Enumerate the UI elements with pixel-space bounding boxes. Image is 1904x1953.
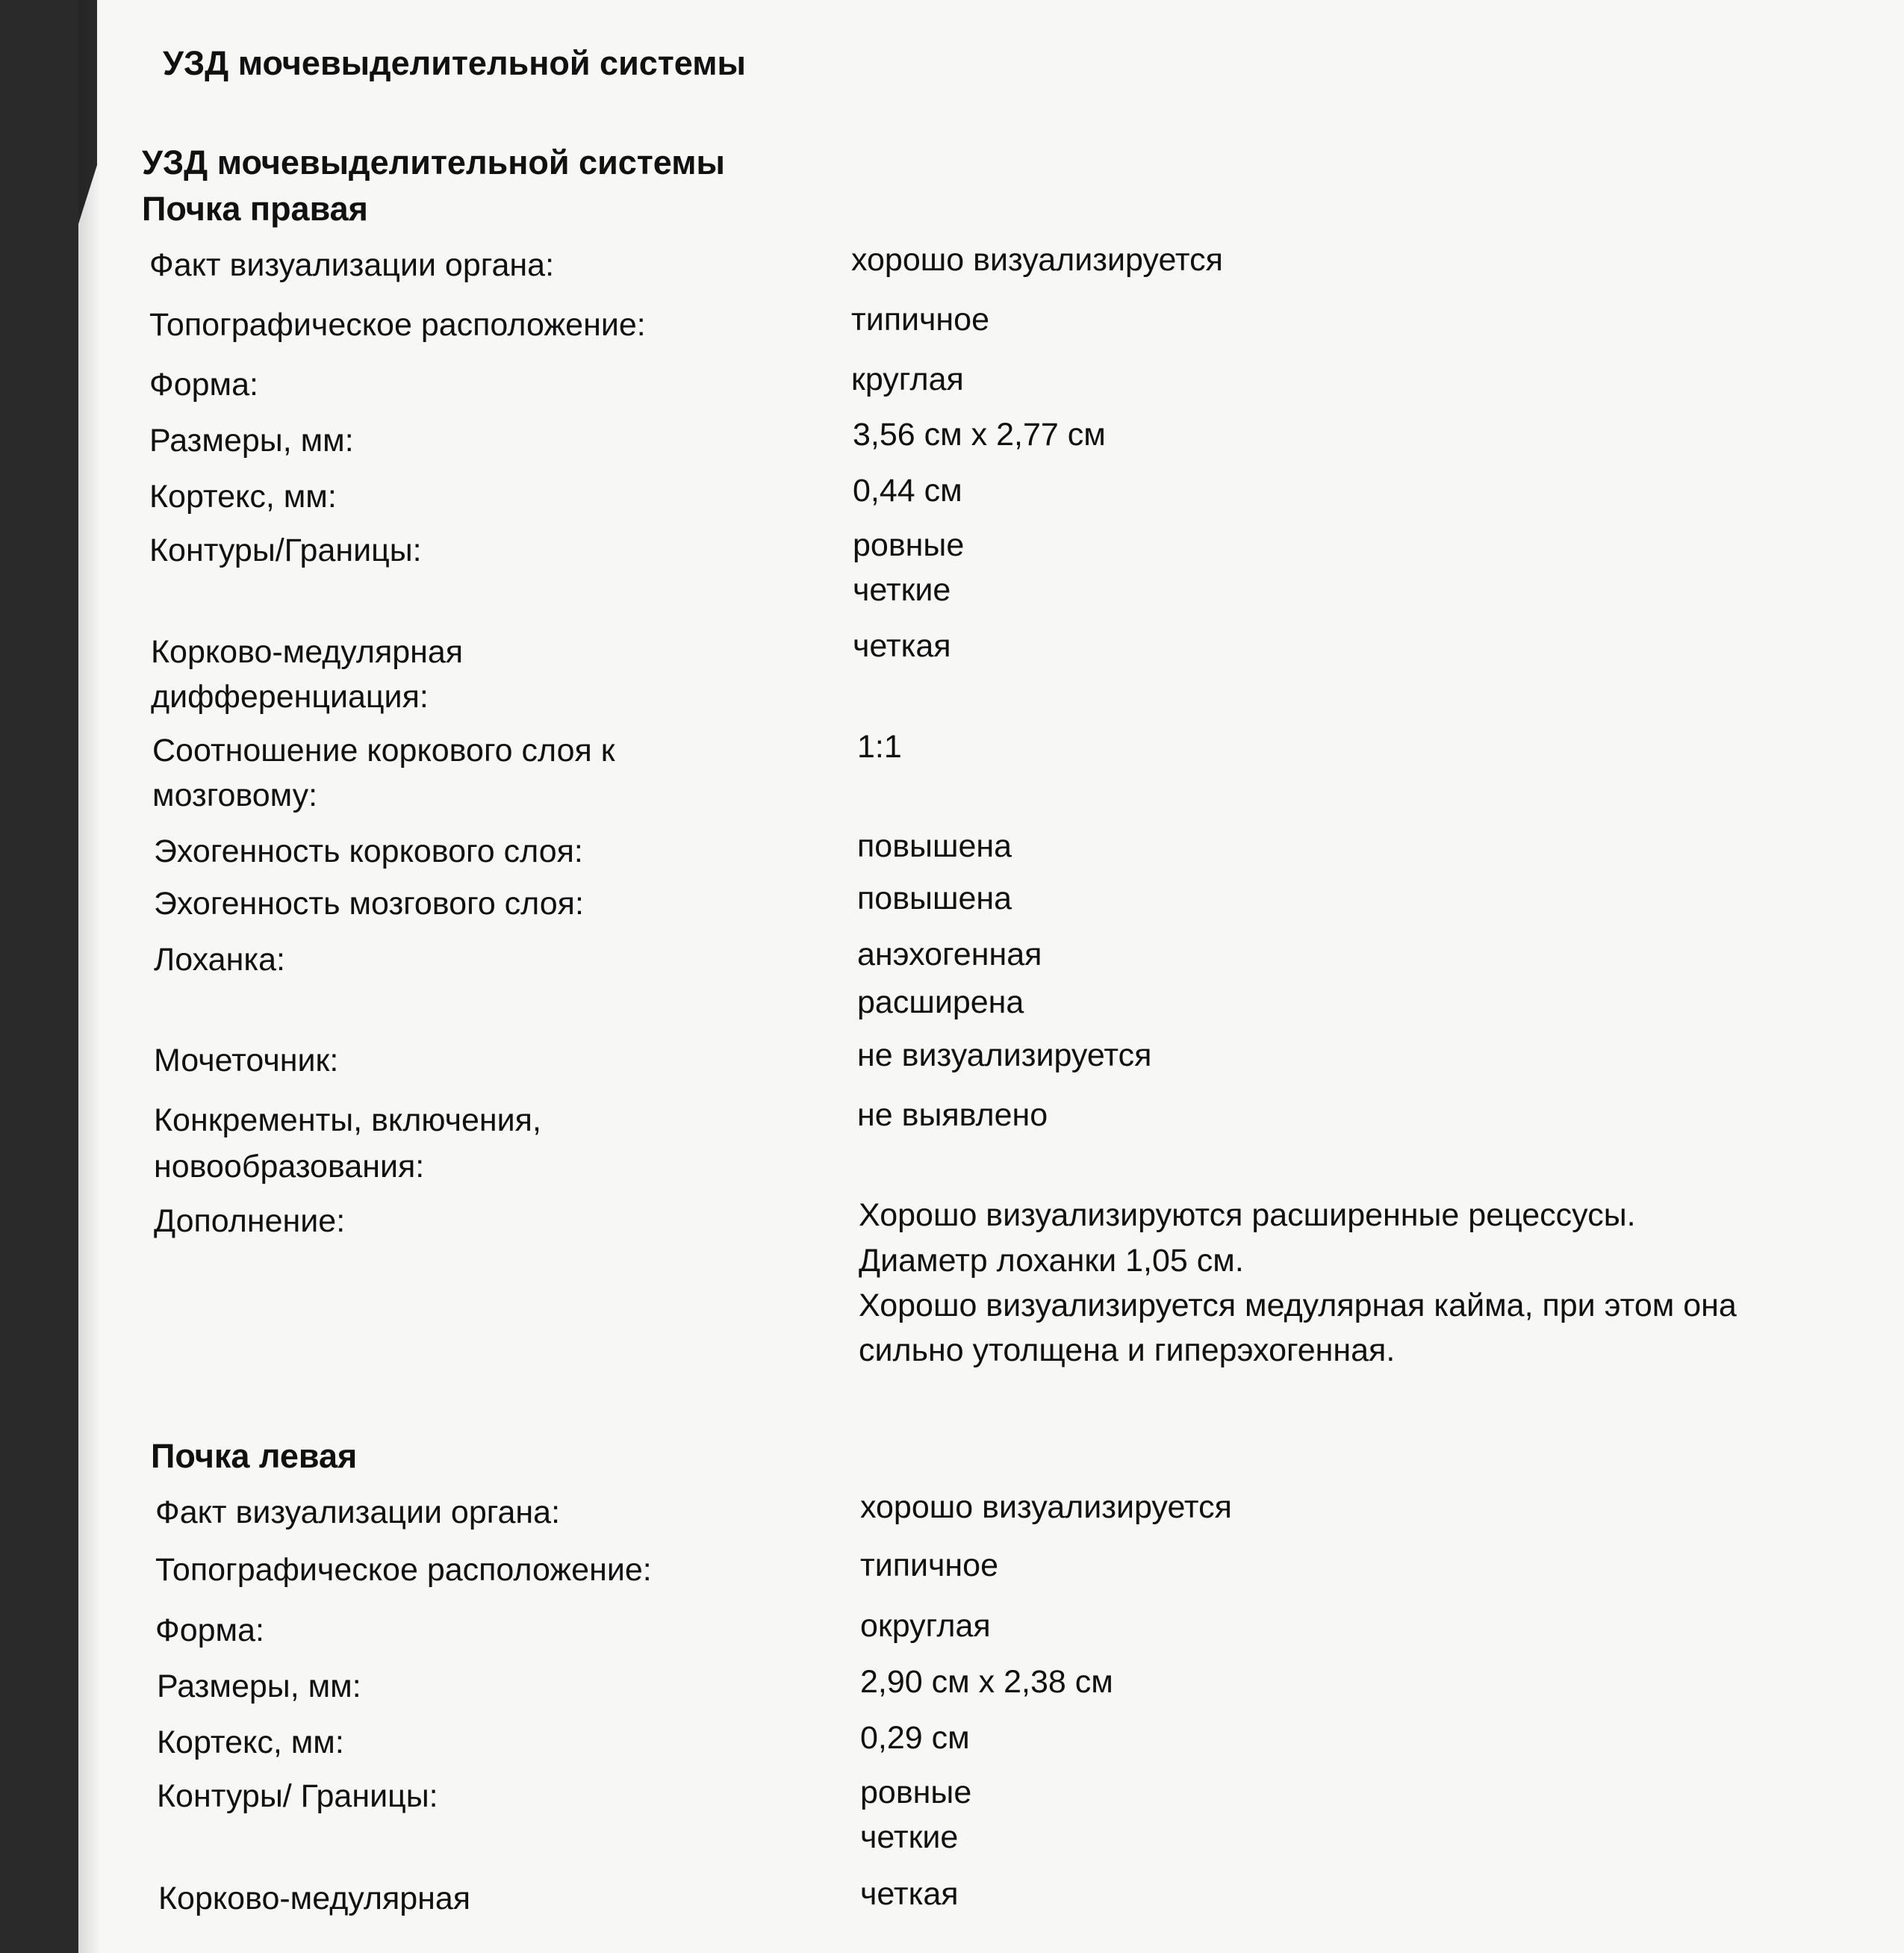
rk-ratio-label: Соотношение коркового слоя к xyxy=(152,733,615,769)
lk-size-label: Размеры, мм: xyxy=(157,1668,361,1704)
lk-cmd-label: Корково-медулярная xyxy=(158,1881,471,1916)
rk-ratio-label-2: мозговому: xyxy=(152,777,318,813)
rk-addition-line-3: Хорошо визуализируется медулярная кайма, при этом она xyxy=(859,1288,1737,1323)
rk-contours-value-2: четкие xyxy=(853,572,951,608)
rk-concrements-label-2: новообразования: xyxy=(154,1149,425,1184)
rk-echo-cortex-label: Эхогенность коркового слоя: xyxy=(154,833,583,869)
lk-shape-label: Форма: xyxy=(155,1612,264,1648)
lk-visualization-value: хорошо визуализируется xyxy=(860,1489,1232,1525)
lk-topography-value: типичное xyxy=(860,1547,998,1583)
lk-cmd-value: четкая xyxy=(860,1876,959,1912)
rk-echo-cortex-value: повышена xyxy=(857,828,1012,864)
rk-shape-value: круглая xyxy=(851,361,964,397)
rk-size-label: Размеры, мм: xyxy=(149,423,354,459)
rk-addition-line-4: сильно утолщена и гиперэхогенная. xyxy=(859,1332,1396,1368)
lk-visualization-label: Факт визуализации органа: xyxy=(155,1494,561,1530)
rk-contours-value: ровные xyxy=(853,527,965,563)
rk-addition-line-1: Хорошо визуализируются расширенные рецессусы. xyxy=(859,1197,1636,1233)
rk-pelvis-value: анэхогенная xyxy=(857,937,1042,972)
rk-ureter-value: не визуализируется xyxy=(857,1037,1152,1073)
rk-cmd-label: Корково-медулярная xyxy=(151,634,464,670)
rk-topography-label: Топографическое расположение: xyxy=(149,307,646,343)
rk-echo-medulla-label: Эхогенность мозгового слоя: xyxy=(154,886,584,922)
lk-size-value: 2,90 см х 2,38 см xyxy=(860,1664,1113,1700)
lk-contours-value-2: четкие xyxy=(860,1819,959,1855)
rk-echo-medulla-value: повышена xyxy=(857,881,1012,916)
lk-cortex-value: 0,29 см xyxy=(860,1720,970,1756)
rk-concrements-label: Конкременты, включения, xyxy=(154,1102,541,1138)
page-edge-shadow xyxy=(78,0,101,1953)
document-header: УЗД мочевыделительной системы xyxy=(163,44,746,82)
rk-addition-label: Дополнение: xyxy=(154,1203,346,1239)
rk-visualization-label: Факт визуализации органа: xyxy=(149,247,555,283)
rk-shape-label: Форма: xyxy=(149,367,258,403)
rk-addition-line-2: Диаметр лоханки 1,05 см. xyxy=(859,1243,1244,1279)
lk-contours-label: Контуры/ Границы: xyxy=(157,1778,438,1814)
rk-topography-value: типичное xyxy=(851,302,989,338)
rk-pelvis-value-2: расширена xyxy=(857,984,1024,1020)
lk-contours-value: ровные xyxy=(860,1775,972,1810)
rk-pelvis-label: Лоханка: xyxy=(154,942,285,978)
rk-cmd-value: четкая xyxy=(853,628,951,664)
right-kidney-title: Почка правая xyxy=(142,190,368,228)
lk-topography-label: Топографическое расположение: xyxy=(155,1552,652,1588)
lk-cortex-label: Кортекс, мм: xyxy=(157,1724,344,1760)
rk-ratio-value: 1:1 xyxy=(857,729,902,765)
rk-concrements-value: не выявлено xyxy=(857,1097,1048,1133)
rk-size-value: 3,56 см х 2,77 см xyxy=(853,417,1106,453)
section-title: УЗД мочевыделительной системы xyxy=(142,143,725,181)
rk-cortex-value: 0,44 см xyxy=(853,473,962,509)
rk-ureter-label: Мочеточник: xyxy=(154,1043,339,1078)
rk-contours-label: Контуры/Границы: xyxy=(149,533,422,568)
rk-visualization-value: хорошо визуализируется xyxy=(851,242,1223,278)
rk-cmd-label-2: дифференциация: xyxy=(151,679,429,715)
rk-cortex-label: Кортекс, мм: xyxy=(149,479,337,515)
left-kidney-title: Почка левая xyxy=(151,1437,358,1475)
lk-shape-value: округлая xyxy=(860,1608,991,1644)
